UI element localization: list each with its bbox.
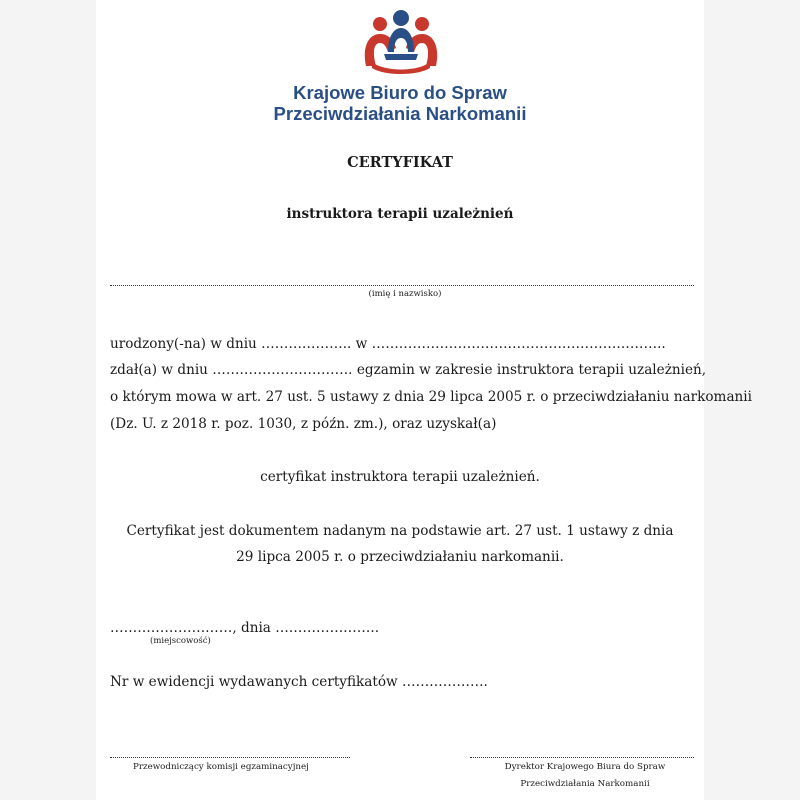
left-signature-line bbox=[110, 757, 350, 758]
statement-line-1: Certyfikat jest dokumentem nadanym na podstawie art. 27 ust. 1 ustawy z dnia bbox=[126, 523, 674, 539]
certificate-subtitle: instruktora terapii uzależnień bbox=[286, 206, 514, 222]
passed-line: zdał(a) w dniu …………………………. egzamin w zakresie instruktora terapii uzależnień, bbox=[110, 362, 707, 378]
law-line-1: o którym mowa w art. 27 ust. 5 ustawy z dnia 29 lipca 2005 r. o przeciwdziałaniu narkomanii bbox=[110, 389, 753, 405]
registry-line: Nr w ewidencji wydawanych certyfikatów ………………. bbox=[110, 674, 488, 690]
right-signature-caption-1: Dyrektor Krajowego Biura do Spraw bbox=[504, 762, 666, 772]
statement-line-2: 29 lipca 2005 r. o przeciwdziałaniu narkomanii. bbox=[236, 549, 564, 565]
received-line: certyfikat instruktora terapii uzależnień. bbox=[260, 469, 540, 485]
kbpn-logo bbox=[358, 8, 444, 74]
left-signature-caption: Przewodniczący komisji egzaminacyjnej bbox=[133, 762, 309, 772]
org-name-line2: Przeciwdziałania Narkomanii bbox=[273, 103, 527, 124]
name-caption: (imię i nazwisko) bbox=[368, 289, 442, 299]
law-line-2: (Dz. U. z 2018 r. poz. 1030, z późn. zm.), oraz uzyskał(a) bbox=[110, 416, 497, 432]
org-name-line1: Krajowe Biuro do Spraw bbox=[293, 82, 507, 103]
place-date-line: ………………………, dnia ………………….. bbox=[110, 620, 380, 636]
certificate-title: CERTYFIKAT bbox=[347, 154, 453, 171]
right-signature-line bbox=[470, 757, 694, 758]
right-signature-caption-2: Przeciwdziałania Narkomanii bbox=[520, 779, 650, 789]
place-caption: (miejscowość) bbox=[150, 636, 211, 646]
born-line: urodzony(-na) w dniu ……………….. w ……………………………………………………….. bbox=[110, 336, 666, 352]
name-line bbox=[110, 285, 694, 286]
